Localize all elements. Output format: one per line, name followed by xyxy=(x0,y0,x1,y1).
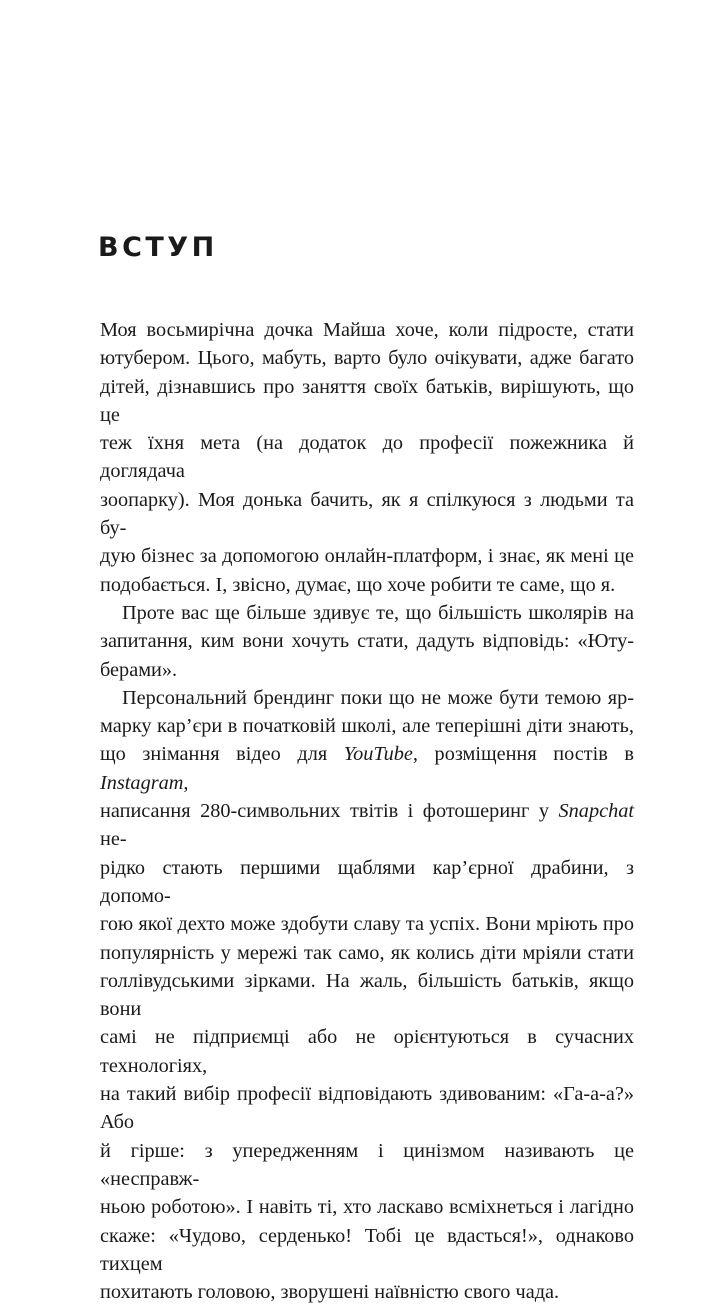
paragraph-1-line-7: подобається. І, звісно, думає, що хоче робити те саме, що я. xyxy=(100,573,616,596)
paragraph-3-line-8: голлівудськими зірками. На жаль, більшість батьків, якщо вони xyxy=(100,969,634,1021)
paragraph-3-line-6: гою якої дехто може здобути славу та успіх. Вони мріють про xyxy=(100,913,634,936)
paragraph-2-line-2: запитання, ким вони хочуть стати, дадуть відповідь: «Юту- xyxy=(100,630,634,653)
paragraph-3-line-1: Персональний брендинг поки що не може бути темою яр- xyxy=(122,686,634,709)
paragraph-3-line-14: похитають головою, зворушені наївністю свого чада. xyxy=(100,1281,560,1304)
paragraph-3-line-5: рідко стають першими щаблями кар’єрної драбини, з допомо- xyxy=(100,856,634,907)
paragraph-1-line-1: Моя восьмирічна дочка Майша хоче, коли підросте, стати xyxy=(100,319,634,341)
text-run: не- xyxy=(100,828,127,851)
text-run: , розміщення постів в xyxy=(412,743,634,766)
paragraph-3-line-10: на такий вибір професії відповідають здивованим: «Га-а-а?» Або xyxy=(100,1083,634,1134)
brand-snapchat: Snapchat xyxy=(558,800,634,823)
paragraph-3-line-7: популярність у мережі так само, як колись діти мріяли стати xyxy=(100,941,634,964)
paragraph-3-line-2: марку кар’єри в початковій школі, але теперішні діти знають, xyxy=(100,715,634,738)
chapter-title: ВСТУП xyxy=(98,232,218,263)
brand-youtube: YouTube xyxy=(343,743,413,766)
body-text xyxy=(100,316,634,1306)
paragraph-1-line-4: теж їхня мета (на додаток до професії пожежника й доглядача xyxy=(100,432,634,483)
paragraph-3-line-9: самі не підприємці або не орієнтуються в сучасних технологіях, xyxy=(100,1026,634,1077)
brand-instagram: Instagram xyxy=(100,771,184,794)
paragraph-1-line-6: дую бізнес за допомогою онлайн-платформ, і знає, як мені це xyxy=(100,545,634,568)
paragraph-3-line-13: скаже: «Чудово, серденько! Тобі це вдасться!», однаково тихцем xyxy=(100,1224,634,1275)
paragraph-3-line-3 xyxy=(100,740,634,797)
text-run: написання 280-символьних твітів і фотошеринг у xyxy=(100,800,559,823)
paragraph-3-line-12: ньою роботою». І навіть ті, хто ласкаво всміхнеться і лагідно xyxy=(100,1196,634,1219)
paragraph-1-line-2: ютубером. Цього, мабуть, варто було очікувати, адже багато xyxy=(100,347,634,370)
paragraph-1-line-5: зоопарку). Моя донька бачить, як я спілкуюся з людьми та бу- xyxy=(100,488,634,540)
text-run: , xyxy=(183,771,189,794)
paragraph-2-line-1: Проте вас ще більше здивує те, що більшість школярів на xyxy=(122,601,634,624)
text-run: що знімання відео для xyxy=(100,743,344,766)
paragraph-2-line-3: берами». xyxy=(100,658,178,681)
paragraph-1-line-3: дітей, дізнавшись про заняття своїх батьків, вирішують, що це xyxy=(100,375,634,426)
paragraph-3-line-11: й гірше: з упередженням і цинізмом називають це «несправж- xyxy=(100,1139,634,1190)
paragraph-3-line-4 xyxy=(100,797,634,854)
